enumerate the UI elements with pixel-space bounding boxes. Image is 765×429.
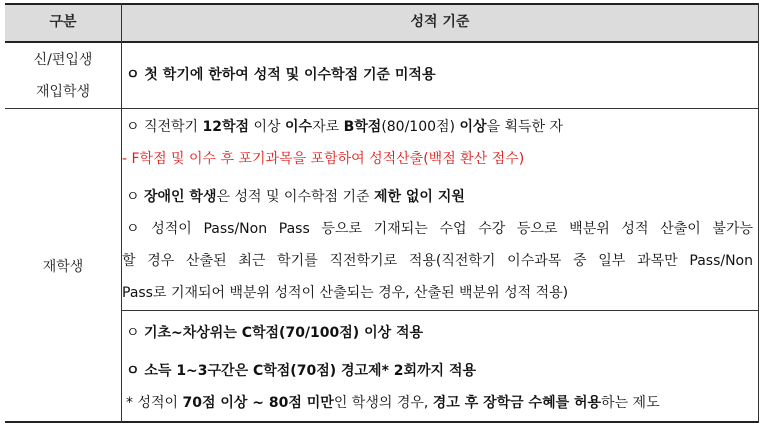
footnote-warning-system: * 성적이 70점 이상 ~ 80점 미만인 학생의 경우, 경고 후 장학금 수혜를 허용하는 제도 <box>126 395 660 411</box>
criteria-line-pass-nonpass-cont: 할 경우 산출된 최근 학기를 직전학기로 적용(직전학기 이수과목 중 일부 과목만 Pass/Non <box>122 253 753 269</box>
criteria-line-low-income: ㅇ 기초~차상위는 C학점(70/100점) 이상 적용 <box>126 325 424 341</box>
table-right-border <box>758 3 759 423</box>
criteria-line-disabled: ㅇ 장애인 학생은 성적 및 이수학점 기준 제한 없이 지원 <box>126 189 465 205</box>
label-enrolled: 재학생 <box>42 259 84 275</box>
criteria-note-f-grade: - F학점 및 이수 후 포기과목을 포함하여 성적산출(백점 환산 점수) <box>122 151 525 167</box>
criteria-line-pass-nonpass: ㅇ 성적이 Pass/Non Pass 등으로 기재되는 수업 수강 등으로 백분위 성적 산출이 불가능 <box>126 221 753 237</box>
row-divider-1 <box>5 108 759 109</box>
header-bottom-border <box>5 41 759 43</box>
label-readmission: 재입학생 <box>35 84 91 100</box>
criteria-table <box>5 3 759 423</box>
row-divider-2 <box>121 310 759 311</box>
criteria-line-credits: ㅇ 직전학기 12학점 이상 이수자로 B학점(80/100점) 이상을 획득한 자 <box>126 119 564 135</box>
header-category: 구분 <box>49 14 77 30</box>
criteria-line-warning-system: ㅇ 소득 1~3구간은 C학점(70점) 경고제* 2회까지 적용 <box>126 363 476 379</box>
header-criteria: 성적 기준 <box>410 14 470 30</box>
label-new-transfer: 신/편입생 <box>33 52 93 68</box>
criteria-line-pass-nonpass-end: Pass로 기재되어 백분위 성적이 산출되는 경우, 산출된 백분위 성적 적용) <box>122 285 569 301</box>
column-divider <box>121 3 122 423</box>
new-student-criteria: ㅇ 첫 학기에 한하여 성적 및 이수학점 기준 미적용 <box>126 67 436 83</box>
table-bottom-border <box>5 421 759 423</box>
